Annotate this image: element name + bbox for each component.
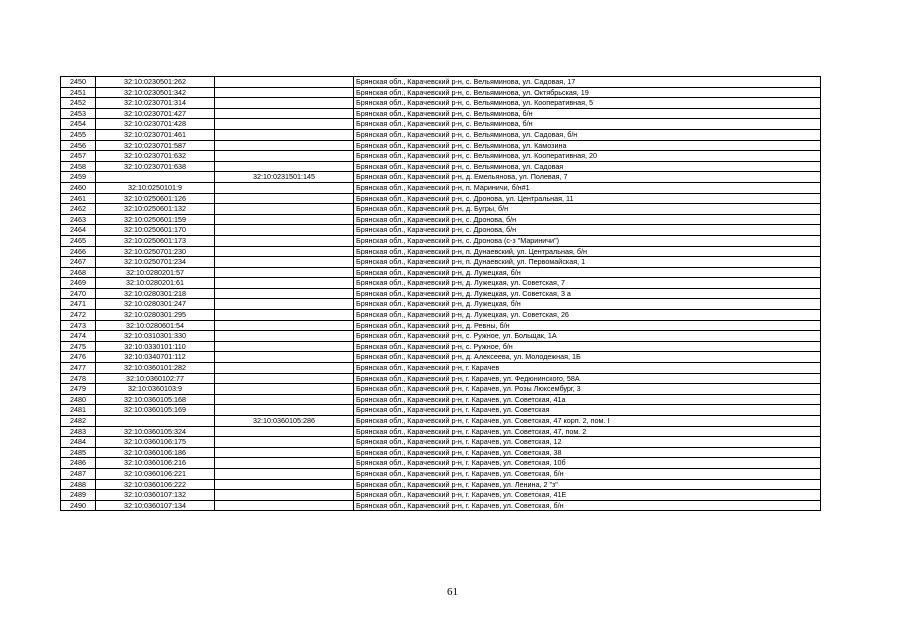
table-row <box>61 172 821 183</box>
cadastral-number-cell: 32:10:0250601:159 <box>96 214 215 225</box>
cadastral-number-alt-cell <box>215 87 354 98</box>
table-row <box>61 405 821 416</box>
cadastral-number-cell: 32:10:0360102:77 <box>96 373 215 384</box>
address-cell: Брянская обл., Карачевский р-н, г. Карачев, ул. Советская, 12 <box>354 437 821 448</box>
table-row <box>61 161 821 172</box>
address-cell: Брянская обл., Карачевский р-н, с. Вельяминова, ул. Кооперативная, 20 <box>354 151 821 162</box>
cadastral-number-alt-cell <box>215 384 354 395</box>
table-row <box>61 151 821 162</box>
table-row <box>61 98 821 109</box>
cadastral-number-alt-cell <box>215 310 354 321</box>
cadastral-number-alt-cell <box>215 267 354 278</box>
cadastral-number-alt-cell <box>215 373 354 384</box>
cadastral-number-cell: 32:10:0360107:134 <box>96 500 215 511</box>
cadastral-number-alt-cell <box>215 77 354 88</box>
cadastral-number-alt-cell <box>215 204 354 215</box>
row-number-cell: 2456 <box>61 140 96 151</box>
address-cell: Брянская обл., Карачевский р-н, г. Карачев, ул. Советская, 10б <box>354 458 821 469</box>
table-row <box>61 87 821 98</box>
cadastral-number-alt-cell <box>215 447 354 458</box>
table-row <box>61 204 821 215</box>
table-row <box>61 416 821 427</box>
address-cell: Брянская обл., Карачевский р-н, д. Емельянова, ул. Полевая, 7 <box>354 172 821 183</box>
address-cell: Брянская обл., Карачевский р-н, д. Лужецкая, б/н <box>354 267 821 278</box>
cadastral-number-cell: 32:10:0250601:132 <box>96 204 215 215</box>
table-row <box>61 331 821 342</box>
cadastral-number-alt-cell <box>215 426 354 437</box>
cadastral-number-cell: 32:10:0280301:247 <box>96 299 215 310</box>
row-number-cell: 2470 <box>61 288 96 299</box>
row-number-cell: 2455 <box>61 129 96 140</box>
cadastral-number-alt-cell <box>215 352 354 363</box>
row-number-cell: 2468 <box>61 267 96 278</box>
cadastral-number-cell: 32:10:0360106:216 <box>96 458 215 469</box>
cadastral-number-cell: 32:10:0230501:262 <box>96 77 215 88</box>
address-cell: Брянская обл., Карачевский р-н, с. Дронова, б/н <box>354 225 821 236</box>
cadastral-number-alt-cell <box>215 458 354 469</box>
address-cell: Брянская обл., Карачевский р-н, п. Дунаевский, ул. Центральная, б/н <box>354 246 821 257</box>
row-number-cell: 2485 <box>61 447 96 458</box>
row-number-cell: 2476 <box>61 352 96 363</box>
row-number-cell: 2488 <box>61 479 96 490</box>
cadastral-number-cell: 32:10:0230701:587 <box>96 140 215 151</box>
table-row <box>61 373 821 384</box>
address-cell: Брянская обл., Карачевский р-н, с. Вельяминова, б/н <box>354 108 821 119</box>
table-row <box>61 214 821 225</box>
cadastral-number-alt-cell <box>215 119 354 130</box>
cadastral-number-cell: 32:10:0280301:218 <box>96 288 215 299</box>
row-number-cell: 2458 <box>61 161 96 172</box>
address-cell: Брянская обл., Карачевский р-н, с. Вельяминова, ул. Октябрьская, 19 <box>354 87 821 98</box>
table-row <box>61 458 821 469</box>
cadastral-number-alt-cell <box>215 299 354 310</box>
address-cell: Брянская обл., Карачевский р-н, д. Алексеева, ул. Молодежная, 1Б <box>354 352 821 363</box>
page-number: 61 <box>447 586 458 598</box>
row-number-cell: 2467 <box>61 257 96 268</box>
row-number-cell: 2460 <box>61 182 96 193</box>
property-table <box>60 76 821 511</box>
row-number-cell: 2452 <box>61 98 96 109</box>
row-number-cell: 2462 <box>61 204 96 215</box>
table-row <box>61 437 821 448</box>
cadastral-number-cell: 32:10:0250701:234 <box>96 257 215 268</box>
row-number-cell: 2451 <box>61 87 96 98</box>
address-cell: Брянская обл., Карачевский р-н, с. Вельяминова, ул. Садовая <box>354 161 821 172</box>
row-number-cell: 2489 <box>61 490 96 501</box>
cadastral-number-cell: 32:10:0360106:221 <box>96 468 215 479</box>
table-row <box>61 235 821 246</box>
row-number-cell: 2475 <box>61 341 96 352</box>
address-cell: Брянская обл., Карачевский р-н, с. Вельяминова, ул. Садовая, 17 <box>354 77 821 88</box>
cadastral-number-alt-cell <box>215 182 354 193</box>
row-number-cell: 2481 <box>61 405 96 416</box>
table-row <box>61 182 821 193</box>
table-row <box>61 193 821 204</box>
cadastral-number-alt-cell <box>215 214 354 225</box>
address-cell: Брянская обл., Карачевский р-н, п. Дунаевский, ул. Первомайская, 1 <box>354 257 821 268</box>
cadastral-number-cell: 32:10:0230701:314 <box>96 98 215 109</box>
address-cell: Брянская обл., Карачевский р-н, с. Дронова, ул. Центральная, 11 <box>354 193 821 204</box>
table-row <box>61 108 821 119</box>
cadastral-number-cell: 32:10:0360106:175 <box>96 437 215 448</box>
address-cell: Брянская обл., Карачевский р-н, с. Дронова, б/н <box>354 214 821 225</box>
address-cell: Брянская обл., Карачевский р-н, с. Вельяминова, ул. Кооперативная, 5 <box>354 98 821 109</box>
cadastral-number-cell: 32:10:0360106:186 <box>96 447 215 458</box>
cadastral-number-cell: 32:10:0250101:9 <box>96 182 215 193</box>
cadastral-number-cell: 32:10:0230701:632 <box>96 151 215 162</box>
cadastral-number-cell: 32:10:0280201:57 <box>96 267 215 278</box>
cadastral-number-cell: 32:10:0230701:428 <box>96 119 215 130</box>
address-cell: Брянская обл., Карачевский р-н, г. Карачев, ул. Советская <box>354 405 821 416</box>
cadastral-number-alt-cell <box>215 278 354 289</box>
cadastral-number-cell <box>96 172 215 183</box>
cadastral-number-alt-cell <box>215 257 354 268</box>
table-row <box>61 500 821 511</box>
cadastral-number-alt-cell: 32:10:0360105:286 <box>215 416 354 427</box>
cadastral-number-alt-cell <box>215 225 354 236</box>
cadastral-number-cell: 32:10:0250701:230 <box>96 246 215 257</box>
table-row <box>61 299 821 310</box>
cadastral-number-cell: 32:10:0360105:169 <box>96 405 215 416</box>
table-row <box>61 352 821 363</box>
table-row <box>61 426 821 437</box>
cadastral-number-cell: 32:10:0340701:112 <box>96 352 215 363</box>
address-cell: Брянская обл., Карачевский р-н, с. Вельяминова, ул. Садовая, б/н <box>354 129 821 140</box>
row-number-cell: 2454 <box>61 119 96 130</box>
row-number-cell: 2483 <box>61 426 96 437</box>
cadastral-number-alt-cell <box>215 320 354 331</box>
cadastral-number-alt-cell <box>215 437 354 448</box>
row-number-cell: 2477 <box>61 363 96 374</box>
row-number-cell: 2480 <box>61 394 96 405</box>
row-number-cell: 2490 <box>61 500 96 511</box>
cadastral-number-cell: 32:10:0230701:638 <box>96 161 215 172</box>
cadastral-number-alt-cell <box>215 500 354 511</box>
address-cell: Брянская обл., Карачевский р-н, г. Карачев, ул. Федюнинского, 58А <box>354 373 821 384</box>
address-cell: Брянская обл., Карачевский р-н, г. Карачев, ул. Ленина, 2 "з" <box>354 479 821 490</box>
table-row <box>61 468 821 479</box>
cadastral-number-cell <box>96 416 215 427</box>
address-cell: Брянская обл., Карачевский р-н, д. Лужецкая, ул. Советская, 3 а <box>354 288 821 299</box>
cadastral-number-alt-cell: 32:10:0231501:145 <box>215 172 354 183</box>
cadastral-number-cell: 32:10:0330101:110 <box>96 341 215 352</box>
address-cell: Брянская обл., Карачевский р-н, с. Дронова (с-з "Мариничи") <box>354 235 821 246</box>
address-cell: Брянская обл., Карачевский р-н, п. Мариничи, б/н#1 <box>354 182 821 193</box>
cadastral-number-cell: 32:10:0280201:61 <box>96 278 215 289</box>
table-row <box>61 140 821 151</box>
cadastral-number-cell: 32:10:0250601:126 <box>96 193 215 204</box>
cadastral-number-cell: 32:10:0360106:222 <box>96 479 215 490</box>
cadastral-number-alt-cell <box>215 468 354 479</box>
property-table-body <box>61 77 821 511</box>
cadastral-number-alt-cell <box>215 490 354 501</box>
cadastral-number-alt-cell <box>215 161 354 172</box>
address-cell: Брянская обл., Карачевский р-н, г. Карачев, ул. Советская, 47, пом. 2 <box>354 426 821 437</box>
cadastral-number-cell: 32:10:0360105:324 <box>96 426 215 437</box>
table-row <box>61 394 821 405</box>
table-row <box>61 479 821 490</box>
cadastral-number-cell: 32:10:0310301:330 <box>96 331 215 342</box>
cadastral-number-cell: 32:10:0360101:282 <box>96 363 215 374</box>
cadastral-number-cell: 32:10:0230701:461 <box>96 129 215 140</box>
address-cell: Брянская обл., Карачевский р-н, д. Лужецкая, ул. Советская, 26 <box>354 310 821 321</box>
address-cell: Брянская обл., Карачевский р-н, с. Вельяминова, б/н <box>354 119 821 130</box>
row-number-cell: 2461 <box>61 193 96 204</box>
cadastral-number-alt-cell <box>215 246 354 257</box>
cadastral-number-alt-cell <box>215 151 354 162</box>
row-number-cell: 2469 <box>61 278 96 289</box>
row-number-cell: 2474 <box>61 331 96 342</box>
address-cell: Брянская обл., Карачевский р-н, д. Лужецкая, б/н <box>354 299 821 310</box>
address-cell: Брянская обл., Карачевский р-н, д. Лужецкая, ул. Советская, 7 <box>354 278 821 289</box>
row-number-cell: 2464 <box>61 225 96 236</box>
table-row <box>61 447 821 458</box>
cadastral-number-cell: 32:10:0280301:295 <box>96 310 215 321</box>
table-row <box>61 246 821 257</box>
row-number-cell: 2472 <box>61 310 96 321</box>
row-number-cell: 2453 <box>61 108 96 119</box>
cadastral-number-alt-cell <box>215 235 354 246</box>
row-number-cell: 2471 <box>61 299 96 310</box>
row-number-cell: 2486 <box>61 458 96 469</box>
cadastral-number-alt-cell <box>215 479 354 490</box>
address-cell: Брянская обл., Карачевский р-н, г. Карачев, ул. Розы Люксембург, 3 <box>354 384 821 395</box>
cadastral-number-alt-cell <box>215 129 354 140</box>
cadastral-number-cell: 32:10:0360105:168 <box>96 394 215 405</box>
cadastral-number-cell: 32:10:0230501:342 <box>96 87 215 98</box>
address-cell: Брянская обл., Карачевский р-н, г. Карачев <box>354 363 821 374</box>
table-row <box>61 129 821 140</box>
table-row <box>61 384 821 395</box>
cadastral-number-cell: 32:10:0250601:170 <box>96 225 215 236</box>
table-row <box>61 77 821 88</box>
cadastral-number-alt-cell <box>215 108 354 119</box>
row-number-cell: 2478 <box>61 373 96 384</box>
cadastral-number-alt-cell <box>215 363 354 374</box>
table-row <box>61 267 821 278</box>
row-number-cell: 2482 <box>61 416 96 427</box>
cadastral-number-alt-cell <box>215 98 354 109</box>
row-number-cell: 2473 <box>61 320 96 331</box>
cadastral-number-cell: 32:10:0360107:132 <box>96 490 215 501</box>
row-number-cell: 2479 <box>61 384 96 395</box>
address-cell: Брянская обл., Карачевский р-н, г. Карачев, ул. Советская, б/н <box>354 468 821 479</box>
row-number-cell: 2484 <box>61 437 96 448</box>
table-row <box>61 310 821 321</box>
cadastral-number-alt-cell <box>215 140 354 151</box>
cadastral-number-cell: 32:10:0250601:173 <box>96 235 215 246</box>
table-row <box>61 490 821 501</box>
table-row <box>61 278 821 289</box>
row-number-cell: 2466 <box>61 246 96 257</box>
row-number-cell: 2465 <box>61 235 96 246</box>
row-number-cell: 2487 <box>61 468 96 479</box>
cadastral-number-cell: 32:10:0280601:54 <box>96 320 215 331</box>
address-cell: Брянская обл., Карачевский р-н, с. Вельяминова, ул. Камозина <box>354 140 821 151</box>
cadastral-number-alt-cell <box>215 405 354 416</box>
address-cell: Брянская обл., Карачевский р-н, г. Карачев, ул. Советская, б/н <box>354 500 821 511</box>
row-number-cell: 2457 <box>61 151 96 162</box>
table-row <box>61 257 821 268</box>
address-cell: Брянская обл., Карачевский р-н, г. Карачев, ул. Советская, 47 корп. 2, пом. I <box>354 416 821 427</box>
address-cell: Брянская обл., Карачевский р-н, д. Бугры, б/н <box>354 204 821 215</box>
cadastral-number-alt-cell <box>215 193 354 204</box>
table-row <box>61 288 821 299</box>
cadastral-number-alt-cell <box>215 288 354 299</box>
cadastral-number-alt-cell <box>215 394 354 405</box>
table-row <box>61 341 821 352</box>
table-row <box>61 363 821 374</box>
row-number-cell: 2450 <box>61 77 96 88</box>
address-cell: Брянская обл., Карачевский р-н, г. Карачев, ул. Советская, 41а <box>354 394 821 405</box>
address-cell: Брянская обл., Карачевский р-н, с. Ружное, б/н <box>354 341 821 352</box>
address-cell: Брянская обл., Карачевский р-н, с. Ружное, ул. Больщак, 1А <box>354 331 821 342</box>
address-cell: Брянская обл., Карачевский р-н, г. Карачев, ул. Советская, 38 <box>354 447 821 458</box>
cadastral-number-alt-cell <box>215 331 354 342</box>
row-number-cell: 2459 <box>61 172 96 183</box>
cadastral-number-cell: 32:10:0360103:9 <box>96 384 215 395</box>
cadastral-number-cell: 32:10:0230701:427 <box>96 108 215 119</box>
cadastral-number-alt-cell <box>215 341 354 352</box>
row-number-cell: 2463 <box>61 214 96 225</box>
table-row <box>61 225 821 236</box>
address-cell: Брянская обл., Карачевский р-н, г. Карачев, ул. Советская, 41Е <box>354 490 821 501</box>
table-row <box>61 119 821 130</box>
address-cell: Брянская обл., Карачевский р-н, д. Ревны, б/н <box>354 320 821 331</box>
table-row <box>61 320 821 331</box>
